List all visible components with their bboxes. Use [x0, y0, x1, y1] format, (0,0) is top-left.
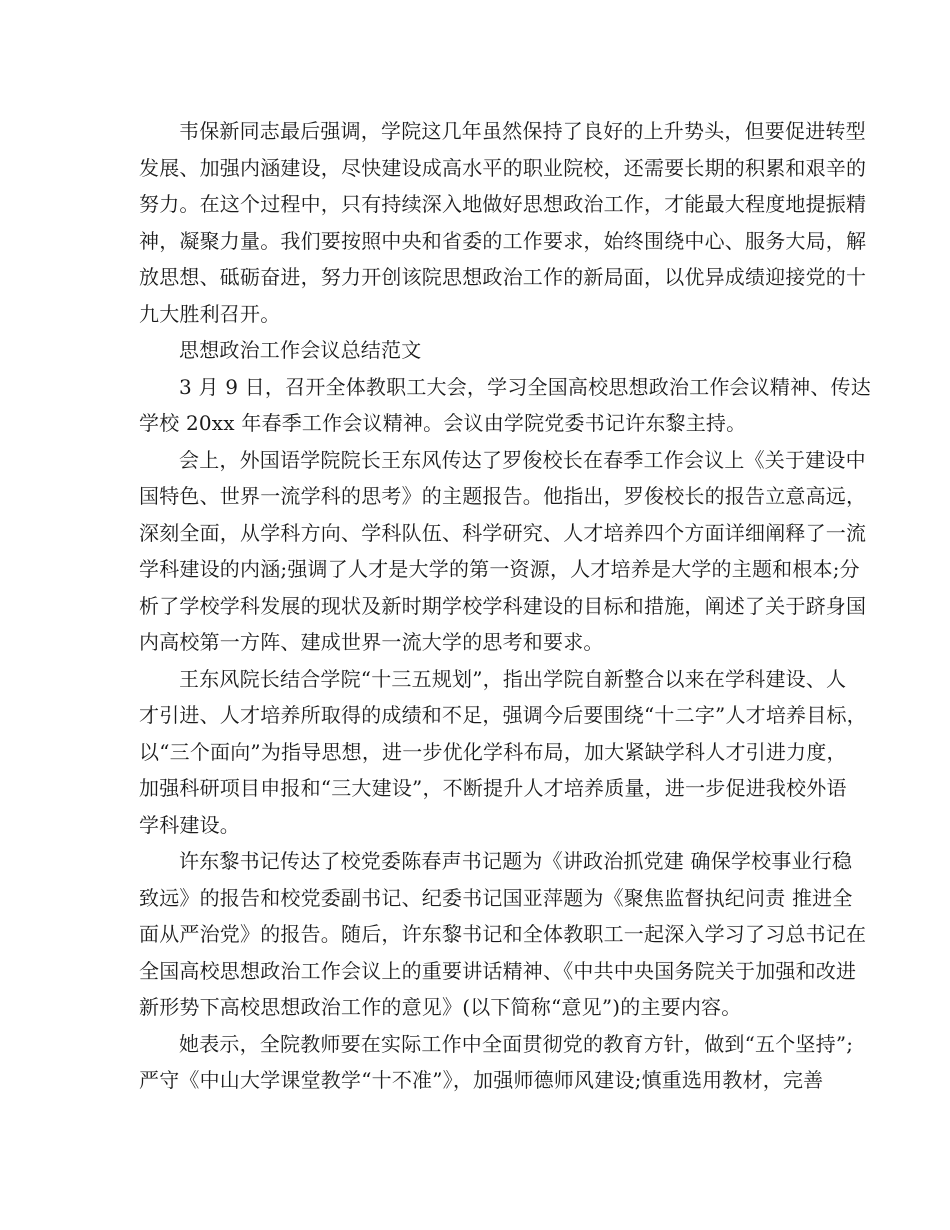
text-line: 全国高校思想政治工作会议上的重要讲话精神、《中共中央国务院关于加强和改进 — [139, 958, 857, 983]
paragraph — [139, 332, 811, 369]
text-line: 内高校第一方阵、建成世界一流大学的思考和要求。 — [139, 630, 604, 654]
paragraph — [139, 661, 867, 844]
text-line: 新形势下高校思想政治工作的意见》(以下简称“意见”)的主要内容。 — [139, 995, 742, 1019]
text-line: 析了学校学科发展的现状及新时期学校学科建设的目标和措施，阐述了关于跻身国 — [139, 593, 867, 618]
text-line: 学科建设的内涵;强调了人才是大学的第一资源，人才培养是大学的主题和根本;分 — [139, 557, 860, 581]
text-line: 放思想、砥砺奋进，努力开创该院思想政治工作的新局面，以优异成绩迎接党的十 — [139, 265, 867, 289]
text-line: 才引进、人才培养所取得的成绩和不足，强调今后要围绕“十二字”人才培养目标， — [139, 703, 867, 727]
text-line: 韦保新同志最后强调，学院这几年虽然保持了良好的上升势头，但要促进转型 — [179, 119, 866, 143]
text-line: 神，凝聚力量。我们要按照中央和省委的工作要求，始终围绕中心、服务大局，解 — [139, 228, 867, 253]
paragraph — [139, 1026, 854, 1099]
text-line: 面从严治党》的报告。随后，许东黎书记和全体教职工一起深入学习了习总书记在 — [139, 922, 867, 946]
text-line: 致远》的报告和校党委副书记、纪委书记国亚萍题为《聚焦监督执纪问责 推进全 — [139, 885, 853, 910]
paragraph — [139, 442, 867, 661]
text-line: 王东风院长结合学院“十三五规划”，指出学院自新整合以来在学科建设、人 — [179, 666, 847, 691]
text-line: 思想政治工作会议总结范文 — [179, 338, 422, 362]
text-line: 深刻全面，从学科方向、学科队伍、科学研究、人才培养四个方面详细阐释了一流 — [139, 520, 867, 545]
text-line: 加强科研项目申报和“三大建设”，不断提升人才培养质量，进一步促进我校外语 — [139, 776, 847, 800]
document-body — [139, 113, 871, 1099]
paragraph — [139, 369, 871, 442]
text-line: 会上，外国语学院院长王东风传达了罗俊校长在春季工作会议上《关于建设中 — [179, 447, 866, 472]
text-line: 发展、加强内涵建设，尽快建设成高水平的职业院校，还需要长期的积累和艰辛的 — [139, 155, 867, 180]
text-line: 3 月 9 日，召开全体教职工大会，学习全国高校思想政治工作会议精神、传达 — [179, 374, 871, 399]
text-line: 许东黎书记传达了校党委陈春声书记题为《讲政治抓党建 确保学校事业行稳 — [179, 849, 853, 873]
text-line: 以“三个面向”为指导思想，进一步优化学科布局，加大紧缺学科人才引进力度， — [139, 739, 847, 764]
text-line: 九大胜利召开。 — [139, 301, 281, 326]
paragraph — [139, 113, 867, 332]
text-line: 国特色、世界一流学科的思考》的主题报告。他指出，罗俊校长的报告立意高远， — [139, 484, 867, 508]
text-line: 学科建设。 — [139, 812, 240, 837]
text-line: 学校 20xx 年春季工作会议精神。会议由学院党委书记许东黎主持。 — [139, 411, 747, 435]
paragraph — [139, 843, 867, 1026]
text-line: 努力。在这个过程中，只有持续深入地做好思想政治工作，才能最大程度地提振精 — [139, 192, 867, 216]
text-line: 她表示，全院教师要在实际工作中全面贯彻党的教育方针，做到“五个坚持”; — [179, 1031, 854, 1056]
text-line: 严守《中山大学课堂教学“十不准”》，加强师德师风建设;慎重选用教材，完善 — [139, 1068, 824, 1092]
